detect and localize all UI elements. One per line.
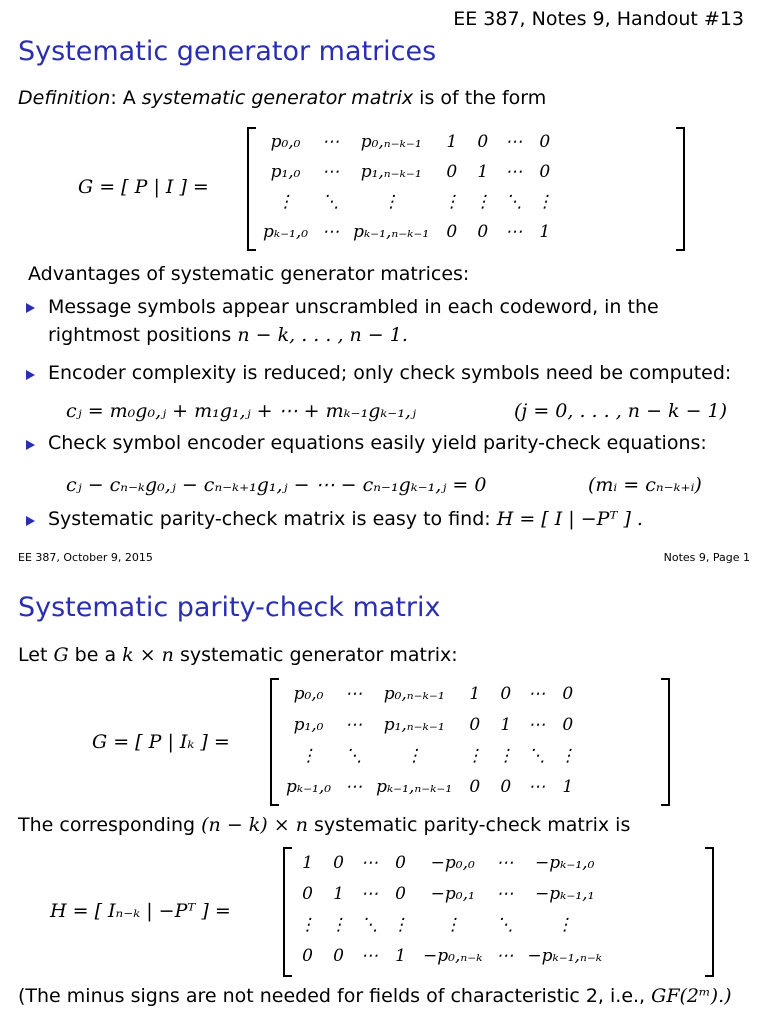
matrix-row — [292, 909, 609, 940]
corr-pre: The corresponding — [18, 814, 196, 836]
matrix-row — [256, 157, 560, 187]
matrix-cell: ⋮ — [277, 192, 295, 212]
note-math: GF(2ᵐ).) — [651, 985, 732, 1007]
matrix-cell: p₀,ₙ₋ₖ₋₁ — [360, 132, 422, 152]
bullet1-line2-text: rightmost positions — [48, 324, 232, 346]
matrix-cell: p₀,₀ — [270, 132, 301, 152]
matrix-cell: ⋯ — [496, 945, 514, 966]
matrix-row — [292, 847, 609, 878]
matrix-cell: 0 — [446, 162, 458, 182]
note-text: (The minus signs are not needed for fields of characteristic 2, i.e., — [18, 985, 646, 1007]
matrix-cell: ⋮ — [299, 914, 316, 935]
matrix-cell: −pₖ₋₁,₀ — [535, 852, 595, 873]
matrix-row — [292, 940, 609, 971]
matrix-cell: ⋱ — [345, 745, 363, 766]
bullet2-text: Encoder complexity is reduced; only check symbols need be computed: — [48, 362, 732, 384]
matrix-cell: 0 — [469, 776, 481, 797]
matrix-cell: pₖ₋₁,₀ — [286, 776, 332, 797]
matrix-cell: 1 — [469, 683, 481, 704]
matrix-cell: ⋱ — [528, 745, 546, 766]
matrix-row — [279, 678, 583, 709]
right-bracket — [705, 847, 714, 977]
definition-post: is of the form — [413, 87, 547, 109]
intro-g: G — [53, 644, 69, 666]
left-bracket — [247, 127, 256, 251]
matrix-cell: 1 — [446, 132, 458, 152]
matrix-cell: ⋮ — [405, 745, 423, 766]
bullet-icon — [26, 440, 35, 450]
matrix-row — [279, 709, 583, 740]
matrix-cell: 0 — [395, 852, 406, 873]
matrix-cell: p₁,ₙ₋ₖ₋₁ — [383, 714, 445, 735]
right-bracket — [661, 678, 670, 806]
matrix-cell: 0 — [539, 162, 551, 182]
corresponding-line — [18, 814, 630, 836]
matrix-cell: ⋮ — [474, 192, 492, 212]
note-line — [18, 985, 732, 1007]
matrix-cell: ⋱ — [322, 192, 340, 212]
matrix-cell: 0 — [562, 714, 574, 735]
matrix-cell: −pₖ₋₁,ₙ₋ₖ — [527, 945, 603, 966]
matrix-cell: 0 — [477, 132, 489, 152]
matrix-row — [279, 771, 583, 802]
matrix-cell: ⋱ — [496, 914, 514, 935]
bullet3-text: Check symbol encoder equations easily yield parity-check equations: — [48, 432, 707, 454]
advantages-heading: Advantages of systematic generator matrices: — [28, 263, 470, 285]
handout-header: EE 387, Notes 9, Handout #13 — [453, 8, 744, 30]
matrix-cell: p₀,₀ — [293, 683, 324, 704]
matrix-cell: 0 — [539, 132, 551, 152]
intro-pre: Let — [18, 644, 48, 666]
intro-line — [18, 644, 458, 666]
matrix-cell: pₖ₋₁,ₙ₋ₖ₋₁ — [376, 776, 453, 797]
g-matrix — [256, 127, 560, 247]
matrix-cell: ⋱ — [505, 192, 523, 212]
corr-post: systematic parity-check matrix is — [313, 814, 631, 836]
matrix-cell: pₖ₋₁,ₙ₋ₖ₋₁ — [353, 222, 430, 242]
encoder-equation: cⱼ = m₀g₀,ⱼ + m₁g₁,ⱼ + ⋯ + mₖ₋₁gₖ₋₁,ⱼ — [66, 400, 416, 422]
matrix-cell: −p₀,ₙ₋ₖ — [423, 945, 483, 966]
matrix-cell: ⋯ — [322, 222, 340, 242]
matrix-cell: 0 — [562, 683, 574, 704]
matrix-row — [256, 217, 560, 247]
matrix-cell: 0 — [446, 222, 458, 242]
matrix-cell: ⋮ — [300, 745, 318, 766]
bullet-icon — [26, 370, 35, 380]
matrix-cell: ⋯ — [528, 714, 546, 735]
g-matrix-lhs: G = [ P | I ] = — [78, 176, 209, 198]
corr-dim: (n − k) × n — [201, 814, 308, 836]
bullet4-math: H = [ I | −Pᵀ ] . — [496, 508, 643, 530]
slide1-title: Systematic generator matrices — [18, 36, 437, 67]
footer-right: Notes 9, Page 1 — [663, 551, 750, 564]
matrix-cell: 0 — [333, 852, 344, 873]
matrix-cell: ⋯ — [505, 162, 523, 182]
matrix-row — [256, 127, 560, 157]
matrix-cell: ⋮ — [382, 192, 400, 212]
footer-left: EE 387, October 9, 2015 — [18, 551, 153, 564]
matrix-cell: 0 — [302, 883, 313, 904]
matrix-row — [279, 740, 583, 771]
left-bracket — [283, 847, 292, 977]
matrix-cell: ⋮ — [392, 914, 409, 935]
matrix-cell: ⋯ — [361, 883, 378, 904]
bullet1-text: Message symbols appear unscrambled in each codeword, in the — [48, 296, 659, 318]
bullet4-text: Systematic parity-check matrix is easy to find: — [48, 508, 491, 530]
intro-post: systematic generator matrix: — [179, 644, 458, 666]
encoder-equation-condition: (j = 0, . . . , n − k − 1) — [514, 400, 728, 422]
matrix-cell: ⋯ — [361, 852, 378, 873]
matrix-cell: 0 — [500, 683, 512, 704]
matrix-cell: ⋯ — [345, 683, 363, 704]
matrix-cell: ⋯ — [505, 222, 523, 242]
matrix-cell: ⋯ — [505, 132, 523, 152]
matrix-cell: −p₀,₀ — [430, 852, 475, 873]
definition-pre: : A — [110, 87, 142, 109]
matrix-cell: ⋯ — [496, 852, 514, 873]
matrix-row — [256, 187, 560, 217]
bullet-icon — [26, 303, 35, 313]
matrix-cell: pₖ₋₁,₀ — [263, 222, 309, 242]
g2-matrix-lhs: G = [ P | Iₖ ] = — [92, 731, 230, 753]
matrix-cell: p₀,ₙ₋ₖ₋₁ — [383, 683, 445, 704]
bullet-icon — [26, 516, 35, 526]
matrix-cell: ⋮ — [559, 745, 577, 766]
matrix-cell: ⋮ — [497, 745, 515, 766]
definition-term: systematic generator matrix — [141, 87, 414, 109]
h-matrix-lhs: H = [ Iₙ₋ₖ | −Pᵀ ] = — [50, 900, 231, 922]
matrix-cell: ⋱ — [361, 914, 378, 935]
matrix-cell: 1 — [477, 162, 489, 182]
matrix-cell: 1 — [333, 883, 344, 904]
bullet1-math: n − k, . . . , n − 1. — [237, 324, 408, 346]
intro-dim: k × n — [122, 644, 174, 666]
left-bracket — [270, 678, 279, 806]
matrix-cell: 0 — [469, 714, 481, 735]
matrix-cell: 0 — [333, 945, 344, 966]
matrix-cell: ⋮ — [330, 914, 347, 935]
h-matrix — [292, 847, 609, 971]
matrix-cell: 1 — [395, 945, 406, 966]
definition-label: Definition — [18, 87, 111, 109]
matrix-cell: ⋯ — [361, 945, 378, 966]
matrix-cell: −pₖ₋₁,₁ — [535, 883, 595, 904]
matrix-row — [292, 878, 609, 909]
matrix-cell: ⋮ — [536, 192, 554, 212]
matrix-cell: 0 — [500, 776, 512, 797]
matrix-cell: p₁,₀ — [270, 162, 301, 182]
matrix-cell: 1 — [539, 222, 551, 242]
parity-equation: cⱼ − cₙ₋ₖg₀,ⱼ − cₙ₋ₖ₊₁g₁,ⱼ − ⋯ − cₙ₋₁gₖ₋₁,ⱼ = 0 — [66, 474, 487, 496]
matrix-cell: ⋯ — [496, 883, 514, 904]
matrix-cell: 1 — [302, 852, 313, 873]
matrix-cell: p₁,ₙ₋ₖ₋₁ — [360, 162, 422, 182]
slide2-title: Systematic parity-check matrix — [18, 592, 441, 623]
matrix-cell: ⋯ — [322, 162, 340, 182]
definition-line — [18, 87, 546, 109]
intro-mid: be a — [74, 644, 117, 666]
matrix-cell: 0 — [395, 883, 406, 904]
matrix-cell: 0 — [477, 222, 489, 242]
matrix-cell: ⋯ — [528, 683, 546, 704]
matrix-cell: ⋯ — [345, 714, 363, 735]
matrix-cell: ⋮ — [556, 914, 574, 935]
matrix-cell: ⋯ — [528, 776, 546, 797]
matrix-cell: p₁,₀ — [293, 714, 324, 735]
matrix-cell: ⋮ — [444, 914, 462, 935]
matrix-cell: ⋮ — [443, 192, 461, 212]
matrix-cell: 0 — [302, 945, 313, 966]
matrix-cell: −p₀,₁ — [430, 883, 475, 904]
matrix-cell: ⋯ — [322, 132, 340, 152]
matrix-cell: 1 — [562, 776, 574, 797]
parity-equation-condition: (mᵢ = cₙ₋ₖ₊ᵢ) — [588, 474, 702, 496]
bullet1-line2 — [48, 324, 408, 346]
matrix-cell: 1 — [500, 714, 512, 735]
right-bracket — [676, 127, 685, 251]
matrix-cell: ⋮ — [466, 745, 484, 766]
g2-matrix — [279, 678, 583, 802]
matrix-cell: ⋯ — [345, 776, 363, 797]
bullet4-line — [48, 508, 643, 530]
